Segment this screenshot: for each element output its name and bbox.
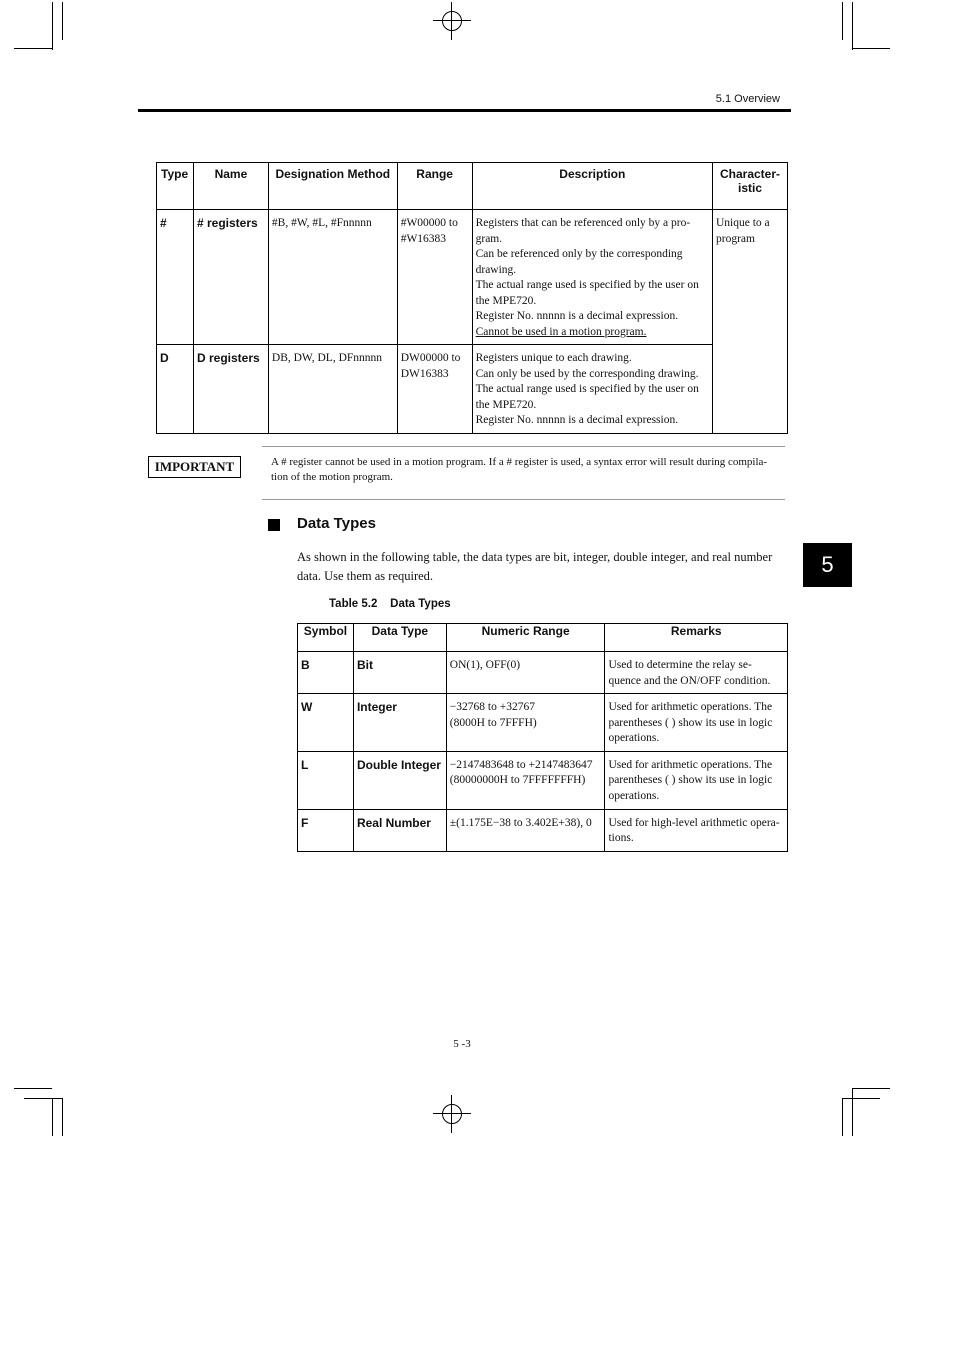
table-row bbox=[298, 694, 788, 752]
data-type-cell: Real Number bbox=[353, 809, 446, 851]
symbol-cell: F bbox=[298, 809, 354, 851]
table-row bbox=[298, 809, 788, 851]
description-line: drawing. bbox=[475, 263, 517, 276]
important-rule-bottom bbox=[262, 499, 785, 500]
table-header-row bbox=[298, 624, 788, 652]
important-text bbox=[271, 455, 787, 485]
description-cell bbox=[472, 345, 712, 434]
remarks-line: Used for arithmetic operations. The bbox=[608, 701, 773, 713]
crop-mark bbox=[842, 1098, 880, 1099]
remarks-line: quence and the ON/OFF condition. bbox=[608, 674, 771, 687]
range-cell bbox=[397, 345, 472, 434]
description-line: the MPE720. bbox=[475, 294, 537, 307]
symbol-cell: L bbox=[298, 751, 354, 809]
remarks-line: parentheses ( ) show its use in logic bbox=[608, 774, 773, 786]
designation-cell: DB, DW, DL, DFnnnnn bbox=[268, 345, 397, 434]
description-line: Register No. nnnnn is a decimal expression. bbox=[475, 414, 679, 426]
remarks-line: parentheses ( ) show its use in logic bbox=[608, 716, 773, 729]
remarks-cell bbox=[605, 809, 788, 851]
description-line: Register No. nnnnn is a decimal expression. bbox=[475, 310, 679, 322]
column-header: Data Type bbox=[353, 624, 446, 652]
table-row bbox=[298, 751, 788, 809]
range-line: ON(1), OFF(0) bbox=[449, 659, 521, 671]
data-type-cell: Integer bbox=[353, 694, 446, 752]
crop-mark bbox=[852, 1088, 890, 1089]
header-rule bbox=[138, 109, 791, 112]
range-line: DW00000 to bbox=[400, 352, 461, 364]
table-row bbox=[157, 345, 788, 434]
crop-mark bbox=[24, 1098, 62, 1099]
remarks-line: Used for arithmetic operations. The bbox=[608, 758, 773, 771]
crop-mark bbox=[842, 1098, 843, 1136]
column-header: Description bbox=[472, 163, 712, 210]
description-line: The actual range used is specified by the user on bbox=[475, 383, 699, 395]
designation-cell: #B, #W, #L, #Fnnnnn bbox=[268, 210, 397, 345]
important-label: IMPORTANT bbox=[148, 456, 241, 478]
numeric-range-cell bbox=[446, 751, 605, 809]
numeric-range-cell bbox=[446, 694, 605, 752]
running-head: 5.1 Overview bbox=[715, 93, 780, 105]
column-header: Name bbox=[193, 163, 268, 210]
data-types-table bbox=[297, 623, 788, 852]
body-line: As shown in the following table, the data types are bit, integer, double integer, and real number bbox=[297, 550, 773, 564]
body-paragraph bbox=[297, 548, 792, 586]
range-line: #W00000 to bbox=[400, 217, 458, 229]
range-line: (80000000H to 7FFFFFFFH) bbox=[449, 774, 586, 786]
name-cell: # registers bbox=[193, 210, 268, 345]
crop-mark bbox=[14, 48, 52, 49]
remarks-line: tions. bbox=[608, 832, 634, 844]
description-cell bbox=[472, 210, 712, 345]
range-line: −32768 to +32767 bbox=[449, 701, 535, 713]
column-header: Type bbox=[157, 163, 194, 210]
range-line: −2147483648 to +2147483647 bbox=[449, 758, 593, 771]
description-line: Can only be used by the corresponding drawing. bbox=[475, 367, 699, 380]
important-line: A # register cannot be used in a motion program. If a # register is used, a syntax error will result during compila- bbox=[271, 456, 768, 468]
column-header bbox=[713, 163, 788, 210]
column-header: Symbol bbox=[298, 624, 354, 652]
data-type-cell: Bit bbox=[353, 652, 446, 694]
remarks-line: Used for high-level arithmetic opera- bbox=[608, 816, 780, 829]
table-row bbox=[157, 210, 788, 345]
description-line: gram. bbox=[475, 232, 503, 245]
type-cell: D bbox=[157, 345, 194, 434]
characteristic-cell bbox=[713, 210, 788, 434]
section-bullet-icon bbox=[268, 519, 280, 531]
crop-mark bbox=[852, 48, 890, 49]
characteristic-line: Unique to a bbox=[716, 217, 770, 229]
crop-mark bbox=[62, 2, 63, 40]
remarks-line: operations. bbox=[608, 789, 660, 802]
crop-mark bbox=[52, 1098, 53, 1136]
data-type-cell: Double Integer bbox=[353, 751, 446, 809]
crop-mark bbox=[14, 1088, 52, 1089]
column-header-text: Character-istic bbox=[719, 167, 781, 195]
section-title: Data Types bbox=[297, 515, 376, 532]
characteristic-line: program bbox=[716, 232, 755, 245]
remarks-cell bbox=[605, 751, 788, 809]
column-header: Range bbox=[397, 163, 472, 210]
remarks-line: operations. bbox=[608, 732, 660, 744]
range-line: ±(1.175E−38 to 3.402E+38), 0 bbox=[449, 816, 592, 829]
register-table bbox=[156, 162, 788, 434]
remarks-cell bbox=[605, 694, 788, 752]
column-header: Designation Method bbox=[268, 163, 397, 210]
description-line: Cannot be used in a motion program. bbox=[475, 325, 647, 338]
body-line: data. Use them as required. bbox=[297, 569, 434, 583]
description-line: Registers unique to each drawing. bbox=[475, 352, 632, 364]
column-header: Remarks bbox=[605, 624, 788, 652]
range-line: #W16383 bbox=[400, 232, 447, 245]
crop-mark bbox=[62, 1098, 63, 1136]
type-cell: # bbox=[157, 210, 194, 345]
crop-mark bbox=[52, 2, 53, 50]
registration-mark bbox=[433, 1095, 471, 1133]
numeric-range-cell bbox=[446, 652, 605, 694]
range-line: DW16383 bbox=[400, 367, 449, 380]
table-header-row bbox=[157, 163, 788, 210]
description-line: the MPE720. bbox=[475, 398, 537, 411]
crop-mark bbox=[842, 2, 843, 40]
range-line: (8000H to 7FFFH) bbox=[449, 716, 537, 729]
table-row bbox=[298, 652, 788, 694]
remarks-line: Used to determine the relay se- bbox=[608, 659, 752, 671]
remarks-cell bbox=[605, 652, 788, 694]
crop-mark bbox=[852, 1088, 853, 1136]
important-line: tion of the motion program. bbox=[271, 471, 393, 483]
symbol-cell: W bbox=[298, 694, 354, 752]
column-header: Numeric Range bbox=[446, 624, 605, 652]
symbol-cell: B bbox=[298, 652, 354, 694]
registration-mark bbox=[433, 2, 471, 40]
page-number: 5 -3 bbox=[453, 1038, 471, 1050]
description-line: The actual range used is specified by the user on bbox=[475, 279, 699, 291]
description-line: Registers that can be referenced only by a pro- bbox=[475, 217, 691, 229]
table-caption: Table 5.2 Data Types bbox=[329, 598, 451, 610]
description-line: Can be referenced only by the corresponding bbox=[475, 248, 683, 260]
important-rule-top bbox=[262, 446, 785, 447]
range-cell bbox=[397, 210, 472, 345]
chapter-tab: 5 bbox=[803, 543, 852, 587]
numeric-range-cell bbox=[446, 809, 605, 851]
crop-mark bbox=[852, 2, 853, 50]
name-cell: D registers bbox=[193, 345, 268, 434]
